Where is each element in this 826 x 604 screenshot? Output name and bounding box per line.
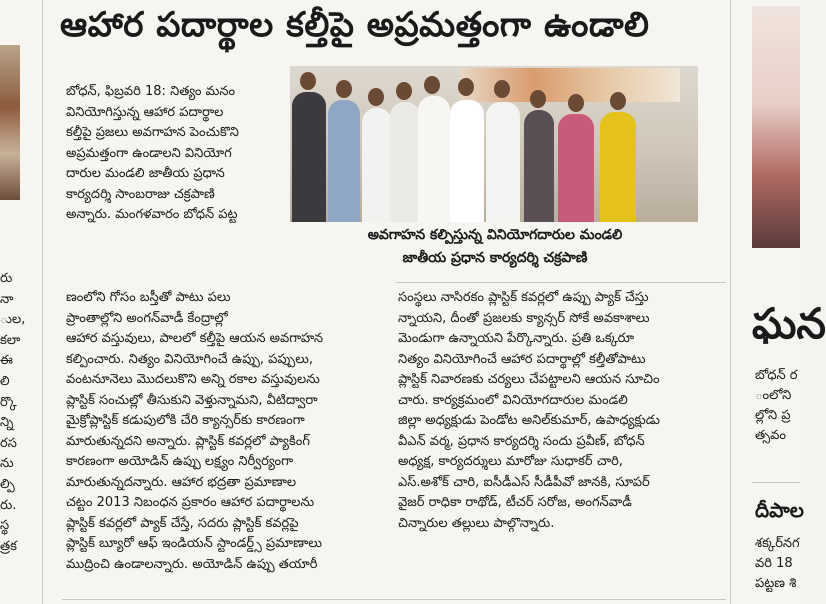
- left-neighbor-text-line: ను: [0, 456, 14, 472]
- article-text-line: జిల్లా అధ్యక్షుడు పెండోట అనిల్‌కుమార్, ఉపాధ్యక్షుడు: [398, 413, 660, 428]
- article-text-line: ణంలోని గోసం బస్తీతో పాటు పలు: [66, 290, 231, 305]
- article-text-line: ప్రాంతాల్లోని అంగన్‌వాడీ కేంద్రాల్లో: [66, 310, 228, 326]
- left-neighbor-text-line: న్ని: [0, 415, 14, 431]
- right-neighbor-headline: ఘన: [752, 299, 826, 348]
- article-text-line: ప్లాస్టిక్ నివారణకు చర్యలు చేపట్టాలని ఆయన సూచిం: [398, 372, 660, 387]
- article-text-line: న్నాయని, దీంతో ప్రజలకు క్యాన్సర్ సోకే అవకాశాలు: [398, 310, 650, 326]
- right-neighbor-text-line: ంలోని: [755, 388, 792, 403]
- right-neighbor-text-line: బోధన్ ర: [755, 368, 798, 383]
- article-text-line: ప్లాస్టిక్ కవర్లలో ప్యాక్ చేస్తే, సదరు ప్లాస్టిక్ కవర్లపై: [66, 515, 299, 531]
- article-text-line: కల్తీపై ప్రజలు అవగాహన పెంచుకొని: [66, 125, 239, 140]
- left-neighbor-text-line: ఈ: [0, 353, 13, 369]
- right-neighbor-text-line: శక్కర్‌నగ: [755, 536, 800, 551]
- left-neighbor-text-line: ుల,: [0, 312, 26, 328]
- left-neighbor-text-line: కలా: [0, 332, 21, 348]
- article-text-line: ఆహార వస్తువులు, పాలలో కల్తీపై ఆయన అవగాహన: [66, 331, 324, 346]
- right-neighbor-subhead: దీపాల: [755, 498, 804, 522]
- article-text-line: కల్పించారు. నిత్యం వినియోగించే ఉప్పు, పప్పులు,: [66, 351, 314, 367]
- article-headline: ఆహార పదార్థాల కల్తీపై అప్రమత్తంగా ఉండాలి: [60, 5, 650, 45]
- left-neighbor-text-line: రస: [0, 435, 17, 451]
- article-text-line: మైక్రోప్లాస్టిక్ కడుపులోకి చేరి క్యాన్సర్‌కు కారణంగా: [66, 413, 305, 428]
- left-neighbor-photo: [0, 45, 20, 200]
- left-neighbor-text-line: ల్పి: [0, 476, 15, 492]
- right-neighbor-text-line: వరి 18: [755, 556, 793, 571]
- left-neighbor-text-line: నా: [0, 291, 14, 307]
- photo-caption-line-1: అవగాహన కల్పిస్తున్న వినియోగదారుల మండలి: [367, 227, 623, 243]
- right-neighbor-photo: [752, 6, 800, 248]
- article-text-line: వైజర్ రాధికా రాథోడ్, టీచర్ సరోజ, అంగన్‌వాడీ: [398, 495, 632, 510]
- article-photo: [290, 66, 698, 222]
- article-text-line: కార్యదర్శి సాంబరాజు చక్రపాణి: [66, 186, 215, 202]
- article-text-line: వినియోగిస్తున్న ఆహార పదార్థాల: [66, 104, 224, 120]
- article-text-line: సంస్థలు నాసిరకం ప్లాస్టిక్ కవర్లలో ఉప్పు ప్యాక్ చేస్తు: [398, 290, 649, 305]
- column-divider-right: [730, 0, 731, 604]
- article-text-line: అన్నారు. మంగళవారం బోధన్ పట్ట: [66, 207, 238, 222]
- article-text-line: ప్లాస్టిక్ బ్యూరో ఆఫ్ ఇండియన్ స్టాండర్డ్స్ ప్రమాణాలు: [66, 536, 322, 551]
- article-text-line: కారణంగా అయోడిన్ ఉప్పు లక్ష్యం నిర్వీర్యంగా: [66, 454, 294, 469]
- article-column-3: [398, 288, 720, 534]
- article-text-line: చారు. కార్యక్రమంలో వినియోగదారుల మండలి: [398, 392, 628, 408]
- left-neighbor-column: [0, 0, 42, 604]
- article-text-line: అప్రమత్తంగా ఉండాలని వినియోగ: [66, 145, 232, 161]
- article-text-line: అధ్యక్ష, కార్యదర్శులు మారోజు సుధాకర్ చారి,: [398, 454, 623, 469]
- article-text-line: వంటనూనెలు మొదలుకొని అన్ని రకాల వస్తువులను: [66, 372, 320, 387]
- article-text-line: మారుతున్నదని అన్నారు. ప్లాస్టిక్ కవర్లలో ప్యాకింగ్: [66, 433, 310, 449]
- left-neighbor-text-line: రు: [0, 271, 13, 286]
- right-neighbor-text-line: పట్టణ శి: [755, 576, 797, 591]
- left-neighbor-text-line: రు.: [0, 497, 17, 513]
- article-text-line: బోధన్, ఫిబ్రవరి 18: నిత్యం మనం: [66, 84, 236, 99]
- article-text-line: దారుల మండలి జాతీయ ప్రధాన: [66, 166, 225, 181]
- article-text-line: నిత్యం వినియోగించే ఆహార పదార్థాల్లో కల్తీతోపాటు: [398, 351, 646, 367]
- article-text-line: చట్టం 2013 నిబంధన ప్రకారం ఆహార పదార్థాలను: [66, 495, 315, 510]
- right-neighbor-divider: [752, 482, 800, 483]
- left-neighbor-text-line: ర్కొ: [0, 394, 17, 410]
- right-neighbor-text-line: ల్లోని ప్ర: [755, 408, 791, 423]
- left-neighbor-text-line: స్థ: [0, 518, 10, 534]
- article-text-line: మెండుగా ఉన్నాయని పేర్కొన్నారు. ప్రతి ఒక్కరూ: [398, 331, 635, 346]
- article-text-line: వీఎన్ వర్మ, ప్రధాన కార్యదర్శి సందు ప్రవీణ్, బోధన్: [398, 433, 645, 449]
- article-text-line: చిన్నారుల తల్లులు పాల్గొన్నారు.: [398, 515, 555, 531]
- article-text-line: ప్లాస్టిక్ సంచుల్లో తీసుకుని వెళ్తున్నామని, వీటిద్వారా: [66, 392, 318, 408]
- article-text-line: ముద్రించి ఉండాలన్నారు. అయోడిన్ ఉప్పు తయారీ: [66, 556, 318, 572]
- article-text-line: మారుతున్నదన్నారు. ఆహార భద్రతా ప్రమాణాల: [66, 474, 297, 490]
- photo-caption-line-2: జాతీయ ప్రధాన కార్యదర్శి చక్రపాణి: [402, 250, 588, 266]
- right-neighbor-text-1: [755, 366, 800, 446]
- left-neighbor-text-line: లి: [0, 373, 10, 389]
- caption-divider: [396, 282, 726, 283]
- right-neighbor-text-line: త్సవం: [755, 428, 786, 443]
- photo-caption: [300, 224, 690, 270]
- article-column-2: [66, 288, 392, 575]
- right-neighbor-text-2: [755, 534, 800, 594]
- left-neighbor-text-line: త్రక: [0, 538, 17, 554]
- article-column-1: [66, 82, 284, 226]
- bottom-divider: [62, 599, 726, 600]
- column-divider-left: [42, 0, 43, 604]
- article-text-line: ఎస్.అశోక్ చారి, ఐసీడీఎస్ సీడీపీవో జానకి, సూపర్: [398, 474, 650, 490]
- left-neighbor-text: [0, 272, 30, 560]
